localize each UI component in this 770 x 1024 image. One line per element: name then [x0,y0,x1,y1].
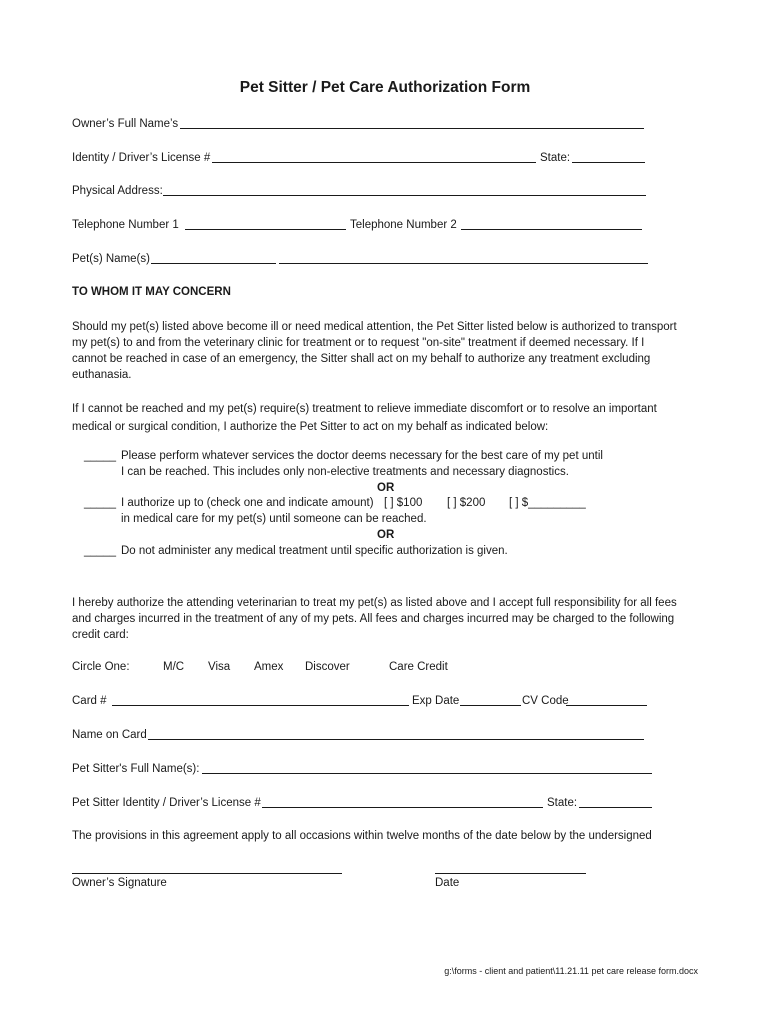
form-title: Pet Sitter / Pet Care Authorization Form [239,79,531,96]
date-field[interactable] [435,873,586,874]
paragraph-line: cannot be reached in case of an emergency, the Sitter shall act on my behalf to authorize any treatment excluding [72,353,651,365]
phone1-label: Telephone Number 1 [72,219,179,231]
phone2-field[interactable] [461,229,642,230]
cv-code-label: CV Code [522,695,569,707]
paragraph-line: euthanasia. [72,369,132,381]
phone2-label: Telephone Number 2 [350,219,457,231]
paragraph-line: I hereby authorize the attending veterinarian to treat my pet(s) as listed above and I accept full responsibility for all fees [72,597,677,609]
paragraph-line: If I cannot be reached and my pet(s) require(s) treatment to relieve immediate discomfort or to resolve an important [72,403,657,415]
paragraph-line: and charges incurred in the treatment of any of my pets. All fees and charges incurred may be charged to the following [72,613,675,625]
owner-signature-label: Owner’s Signature [72,877,167,889]
circle-one-label: Circle One: [72,661,130,673]
card-option-care-credit[interactable]: Care Credit [389,661,448,673]
sitter-name-label: Pet Sitter's Full Name(s): [72,763,200,775]
sitter-state-field[interactable] [579,807,652,808]
option1-blank[interactable]: _____ [84,450,116,462]
address-field[interactable] [163,195,646,196]
treatment-paragraph [72,400,702,436]
or-separator-2: OR [377,529,395,541]
phone1-field[interactable] [185,229,346,230]
sitter-name-field[interactable] [202,773,652,774]
option1-text-line1: Please perform whatever services the doctor deems necessary for the best care of my pet until [121,450,603,462]
paragraph-line: medical or surgical condition, I authorize the Pet Sitter to act on my behalf as indicated below: [72,421,549,433]
state-label: State: [540,152,571,164]
option3-text: Do not administer any medical treatment until specific authorization is given. [121,545,508,557]
card-option-mc[interactable]: M/C [163,661,185,673]
owner-name-label: Owner’s Full Name’s [72,118,179,130]
owner-signature-field[interactable] [72,873,342,874]
amount-200-checkbox[interactable]: [ ] $200 [447,497,486,509]
footer-file-path: g:\forms - client and patient\11.21.11 pet care release form.docx [444,966,698,976]
concern-heading: TO WHOM IT MAY CONCERN [72,286,231,298]
card-number-field[interactable] [112,705,409,706]
cv-code-field[interactable] [566,705,647,706]
state-field[interactable] [572,162,645,163]
identity-label: Identity / Driver’s License # [72,152,211,164]
option2-text-line1: I authorize up to (check one and indicate amount) [121,497,374,509]
sitter-state-label: State: [547,797,578,809]
option2-blank[interactable]: _____ [84,497,116,509]
card-option-visa[interactable]: Visa [208,661,231,673]
sitter-identity-label: Pet Sitter Identity / Driver’s License # [72,797,261,809]
date-label: Date [435,877,460,889]
or-separator-1: OR [377,482,395,494]
card-option-amex[interactable]: Amex [254,661,284,673]
address-label: Physical Address: [72,185,163,197]
card-option-discover[interactable]: Discover [305,661,350,673]
name-on-card-field[interactable] [148,739,644,740]
owner-name-field[interactable] [180,128,644,129]
amount-100-checkbox[interactable]: [ ] $100 [384,497,423,509]
exp-date-label: Exp Date [412,695,460,707]
amount-custom-checkbox[interactable]: [ ] $_________ [509,497,586,509]
option3-blank[interactable]: _____ [84,545,116,557]
exp-date-field[interactable] [460,705,521,706]
sitter-identity-field[interactable] [262,807,543,808]
pets-label: Pet(s) Name(s) [72,253,150,265]
paragraph-line: my pet(s) to and from the veterinary clinic for treatment or to request "on-site" treatment if deemed necessary. If I [72,337,645,349]
authorization-paragraph [72,319,702,383]
veterinarian-paragraph [72,595,702,643]
provisions-text: The provisions in this agreement apply to all occasions within twelve months of the date below by the undersigned [72,830,652,842]
name-on-card-label: Name on Card [72,729,147,741]
pet-name-field-2[interactable] [279,263,648,264]
paragraph-line: Should my pet(s) listed above become ill or need medical attention, the Pet Sitter listed below is authorized to transport [72,321,677,333]
paragraph-line: credit card: [72,629,129,641]
pet-name-field-1[interactable] [151,263,276,264]
identity-field[interactable] [212,162,536,163]
card-number-label: Card # [72,695,107,707]
option1-text-line2: I can be reached. This includes only non-elective treatments and necessary diagnostics. [121,466,569,478]
option2-text-line2: in medical care for my pet(s) until someone can be reached. [121,513,427,525]
